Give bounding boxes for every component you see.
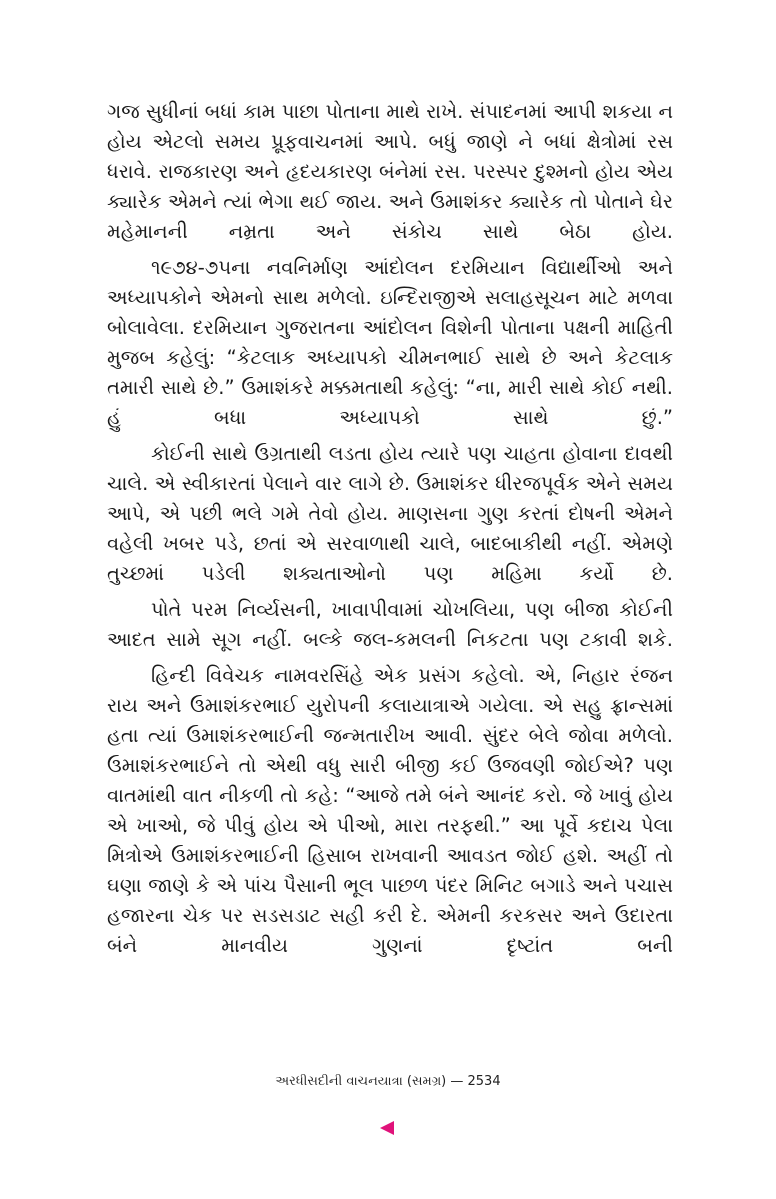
paragraph-4: પોતે પરમ નિર્વ્યસની, ખાવાપીવામાં ચોખલિયા, પણ બીજા કોઈની આદત સામે સૂગ નહીં. બલ્કે જલ-કમલની નિકટતા પણ ટકાવી શકે. [107, 598, 673, 651]
page-body [107, 97, 673, 967]
paragraph-3: કોઈની સાથે ઉગ્રતાથી લડતા હોય ત્યારે પણ ચાહતા હોવાના દાવથી ચાલે. એ સ્વીકારતાં પેલાને વાર લાગે છે. ઉમાશંકર ધીરજપૂર્વક એને સમય આપે, એ પછી ભલે ગમે તેવો હોય. માણસના ગુણ કરતાં દોષની એમને વહેલી ખબર પડે, છતાં એ સરવાળાથી ચાલે, બાદબાકીથી નહીં. એમણે તુચ્છમાં પડેલી શક્યતાઓનો પણ મહિમા કર્યો છે. [107, 442, 673, 585]
page-footer: અરધીસદીની વાચનયાત્રા (સમગ્ર) — 2534 [275, 1074, 501, 1089]
previous-page-arrow-icon[interactable] [380, 1121, 394, 1135]
paragraph-2: ૧૯૭૪-૭૫ના નવનિર્માણ આંદોલન દરમિયાન વિદ્યાર્થીઓ અને અધ્યાપકોને એમનો સાથ મળેલો. ઇન્દિરાજીએ સલાહસૂચન માટે મળવા બોલાવેલા. દરમિયાન ગુજરાતના આંદોલન વિશેની પોતાના પક્ષની માહિતી મુજબ કહેલું: “કેટલાક અધ્યાપકો ચીમનભાઈ સાથે છે અને કેટલાક તમારી સાથે છે.” ઉમાશંકરે મક્કમતાથી કહેલું: “ના, મારી સાથે કોઈ નથી. હું બધા અધ્યાપકો સાથે છું.” [107, 256, 673, 429]
paragraph-5: હિન્દી વિવેચક નામવરસિંહે એક પ્રસંગ કહેલો. એ, નિહાર રંજન રાય અને ઉમાશંકરભાઈ યુરોપની કલાયાત્રાએ ગયેલા. એ સહુ ફ્રાન્સમાં હતા ત્યાં ઉમાશંકરભાઈની જન્મતારીખ આવી. સુંદર બેલે જોવા મળેલો. ઉમાશંકરભાઈને તો એથી વધુ સારી બીજી કઈ ઉજવણી જોઈએ? પણ વાતમાંથી વાત નીકળી તો કહે: “આજે તમે બંને આનંદ કરો. જે ખાવું હોય એ ખાઓ, જે પીવું હોય એ પીઓ, મારા તરફથી.” આ પૂર્વે કદાચ પેલા મિત્રોએ ઉમાશંકરભાઈની હિસાબ રાખવાની આવડત જોઈ હશે. અહીં તો ઘણા જાણે કે એ પાંચ પૈસાની ભૂલ પાછળ પંદર મિનિટ બગાડે અને પચાસ હજારના ચેક પર સડસડાટ સહી કરી દે. એમની કરકસર અને ઉદારતા બંને માનવીય ગુણનાં દૃષ્ટાંત બની [107, 664, 673, 957]
paragraph-1: ગજ સુધીનાં બધાં કામ પાછા પોતાના માથે રાખે. સંપાદનમાં આપી શકયા ન હોય એટલો સમય પ્રૂફવાચનમાં આપે. બધું જાણે ને બધાં ક્ષેત્રોમાં રસ ધરાવે. રાજકારણ અને હૃદયકારણ બંનેમાં રસ. પરસ્પર દુશ્મનો હોય એય ક્યારેક એમને ત્યાં ભેગા થઈ જાય. અને ઉમાશંકર ક્યારેક તો પોતાને ઘેર મહેમાનની નમ્રતા અને સંકોચ સાથે બેઠા હોય. [107, 100, 673, 243]
